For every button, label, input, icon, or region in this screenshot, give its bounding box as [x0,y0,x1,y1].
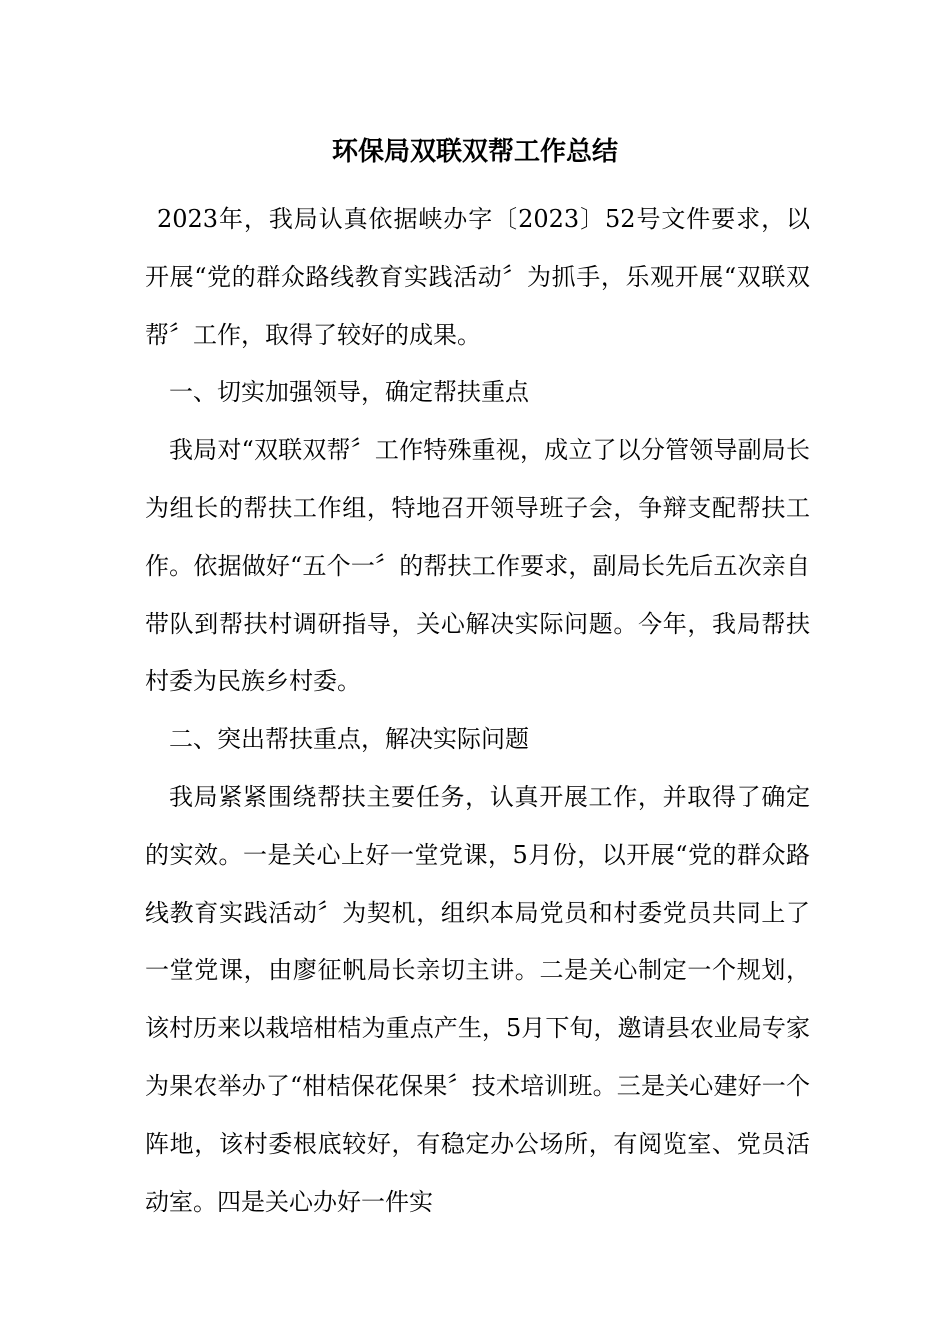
document-title: 环保局双联双帮工作总结 [331,137,618,167]
section-heading-1: 一、切实加强领导，确定帮扶重点 [169,378,529,407]
section-heading-2: 二、突出帮扶重点，解决实际问题 [169,725,529,754]
paragraph-intro: 2023年，我局认真依据峡办字〔2023〕52号文件要求，以开展“党的群众路线教育实践活动〞为抓手，乐观开展“双联双帮〞工作，取得了较好的成果。 [145,205,810,349]
paragraph-tasks: 我局紧紧围绕帮扶主要任务，认真开展工作，并取得了确定的实效。一是关心上好一堂党课，5月份，以开展“党的群众路线教育实践活动〞为契机，组织本局党员和村委党员共同上了一堂党课，由廖征帆局长亲切主讲。二是关心制定一个规划，该村历来以栽培柑桔为重点产生，5月下旬，邀请县农业局专家为果农举办了“柑桔保花保果〞技术培训班。三是关心建好一个阵地，该村委根底较好，有稳定办公场所，有阅览室、党员活动室。四是关心办好一件实 [145,782,810,1216]
paragraph-leadership: 我局对“双联双帮〞工作特殊重视，成立了以分管领导副局长为组长的帮扶工作组，特地召开领导班子会，争辩支配帮扶工作。依据做好“五个一〞的帮扶工作要求，副局长先后五次亲自带队到帮扶村调研指导，关心解决实际问题。今年，我局帮扶村委为民族乡村委。 [145,436,810,696]
document-body [145,191,810,1231]
